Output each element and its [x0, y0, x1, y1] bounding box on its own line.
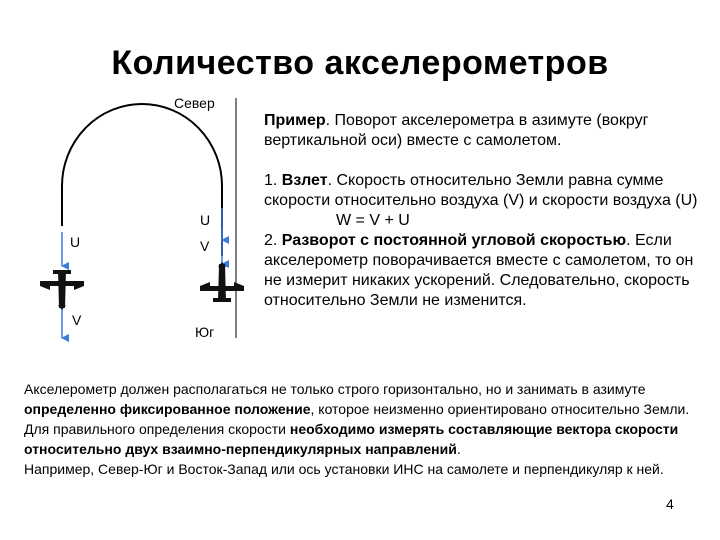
step1-paragraph — [264, 171, 704, 211]
right-v-label: V — [200, 238, 210, 254]
left-v-label: V — [72, 312, 82, 328]
example-text: . Поворот акселерометра в азимуте (вокруг вертикальной оси) вместе с самолетом. — [264, 112, 649, 149]
bottom-paragraph-3: Например, Север-Юг и Восток-Запад или ось установки ИНС на самолете и перпендикуляр к ней. — [24, 461, 664, 477]
bottom-p2-b: . — [456, 441, 461, 457]
bottom-p1-a: Акселерометр должен располагаться не только строго горизонтально, но и занимать в азимуте — [24, 381, 646, 397]
formula: W = V + U — [336, 212, 410, 229]
turn-path — [62, 104, 222, 256]
bottom-text — [24, 379, 704, 479]
step1-prefix: 1. — [264, 172, 282, 189]
step2-bold: Разворот с постоянной угловой скоростью — [281, 232, 627, 249]
bottom-paragraph-1 — [24, 379, 704, 419]
turn-diagram-svg — [0, 88, 260, 388]
example-lead: Пример — [264, 112, 326, 129]
airplane-right-icon — [200, 262, 244, 302]
airplane-left-icon — [40, 270, 84, 310]
step1-text: . Скорость относительно Земли равна сумме скорости относительно воздуха (V) и скорости воздуха (U) — [264, 172, 698, 209]
bottom-p1-b: , которое неизменно ориентировано относительно Земли. — [310, 401, 690, 417]
step2-paragraph — [264, 231, 704, 311]
right-u-label: U — [200, 212, 211, 228]
bottom-p1-bold: определенно фиксированное положение — [24, 401, 311, 417]
example-paragraph — [264, 111, 704, 151]
explanation-panel — [264, 111, 704, 311]
step2-prefix: 2. — [264, 232, 282, 249]
north-label: Север — [174, 95, 215, 111]
step2-text: . Если акселерометр поворачивается вместе с самолетом, то он не измерит никаких ускорений. Следовательно, скорость относительно Земли не изменится. — [264, 232, 694, 309]
step1-bold: Взлет — [281, 172, 328, 189]
bottom-p2-a: Для правильного определения скорости — [24, 421, 290, 437]
aircraft-turn-diagram — [0, 88, 260, 388]
page-number: 4 — [666, 496, 674, 512]
bottom-paragraph-2 — [24, 419, 704, 459]
south-label: Юг — [195, 324, 215, 340]
left-u-label: U — [70, 234, 81, 250]
bottom-p2-bold: необходимо измерять составляющие вектора скорости относительно двух взаимно-перпендикулярных направлений — [24, 421, 679, 457]
slide-title: Количество акселерометров — [111, 44, 609, 82]
